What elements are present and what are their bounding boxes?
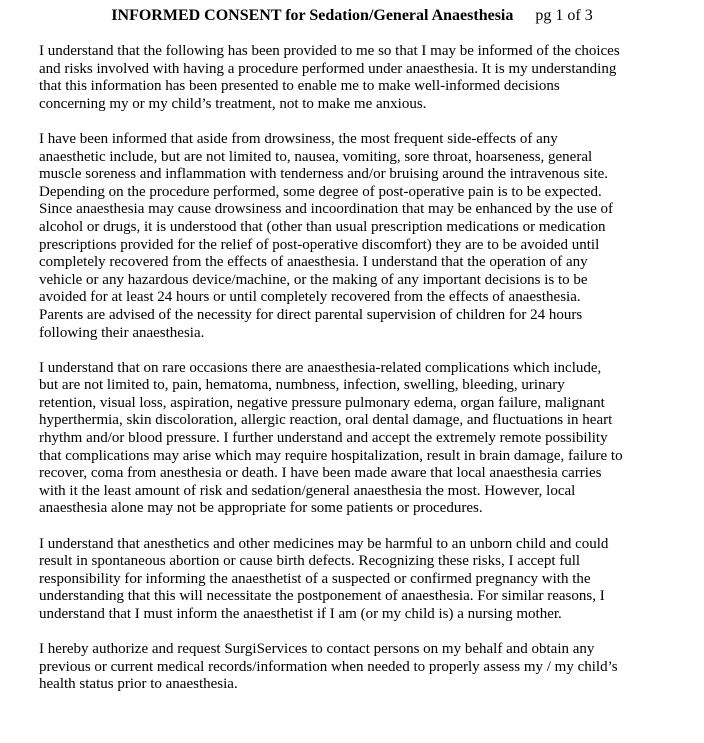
document-body [39, 43, 669, 712]
text-line: muscle soreness and inflammation with tenderness and/or bruising around the intravenous site. [39, 166, 609, 183]
text-line: I understand that on rare occasions there are anaesthesia-related complications which include, [39, 359, 602, 376]
text-line: that complications may arise which may require hospitalization, result in brain damage, failure to [39, 447, 623, 464]
text-line: understanding that this will necessitate the postponement of anaesthesia. For similar reasons, I [39, 588, 605, 605]
text-line: responsibility for informing the anaesthetist of a suspected or confirmed pregnancy with the [39, 570, 591, 587]
text-line: rhythm and/or blood pressure. I further understand and accept the extremely remote possibility [39, 430, 608, 447]
text-line: anaesthesia alone may not be appropriate for some patients or procedures. [39, 500, 483, 517]
document-title: INFORMED CONSENT for Sedation/General Anaesthesia [111, 7, 514, 24]
document-header [0, 6, 704, 26]
text-line: but are not limited to, pain, hematoma, numbness, infection, swelling, bleeding, urinary [39, 377, 565, 394]
text-line: result in spontaneous abortion or cause birth defects. Recognizing these risks, I accept full [39, 553, 581, 570]
paragraph-complications [39, 360, 669, 518]
text-line: that this information has been presented to enable me to make well-informed decisions [39, 78, 560, 95]
text-line: avoided for at least 24 hours or until completely recovered from the effects of anaesthesia. [39, 289, 581, 306]
text-line: completely recovered from the effects of anaesthesia. I understand that the operation of any [39, 254, 588, 271]
text-line: health status prior to anaesthesia. [39, 676, 238, 693]
text-line: I understand that anesthetics and other medicines may be harmful to an unborn child and could [39, 535, 609, 552]
text-line: understand that I must inform the anaesthetist if I am (or my child is) a nursing mother. [39, 606, 562, 622]
text-line: I hereby authorize and request SurgiServices to contact persons on my behalf and obtain any [39, 641, 595, 658]
text-line: recover, coma from anesthesia or death. I have been made aware that local anaesthesia carries [39, 465, 602, 482]
paragraph-authorization [39, 641, 669, 694]
text-line: vehicle or any hazardous device/machine, or the making of any important decisions is to be [39, 271, 588, 288]
text-line: and risks involved with having a procedure performed under anaesthesia. It is my understanding [39, 60, 617, 77]
text-line: hyperthermia, skin discoloration, allergic reaction, oral dental damage, and fluctuations in heart [39, 412, 613, 429]
text-line: I have been informed that aside from drowsiness, the most frequent side-effects of any [39, 130, 558, 147]
text-line: I understand that the following has been provided to me so that I may be informed of the choices [39, 43, 620, 59]
page-indicator: pg 1 of 3 [535, 7, 593, 24]
text-line: retention, visual loss, aspiration, negative pressure pulmonary edema, organ failure, malignant [39, 394, 605, 411]
paragraph-choices-and-risks [39, 43, 669, 113]
text-line: alcohol or drugs, it is understood that (other than usual prescription medications or medication [39, 218, 606, 235]
paragraph-pregnancy [39, 536, 669, 624]
text-line: concerning my or my child’s treatment, not to make me anxious. [39, 95, 427, 112]
text-line: with it the least amount of risk and sedation/general anaesthesia the most. However, local [39, 482, 576, 499]
text-line: Since anaesthesia may cause drowsiness and incoordination that may be enhanced by the use of [39, 201, 613, 218]
text-line: prescriptions provided for the relief of post-operative discomfort) they are to be avoided until [39, 236, 600, 253]
text-line: Parents are advised of the necessity for direct parental supervision of children for 24 hours [39, 306, 583, 323]
text-line: anaesthetic include, but are not limited to, nausea, vomiting, sore throat, hoarseness, general [39, 148, 593, 165]
paragraph-side-effects [39, 131, 669, 342]
text-line: Depending on the procedure performed, some degree of post-operative pain is to be expected. [39, 183, 602, 200]
text-line: previous or current medical records/information when needed to properly assess my / my child’s [39, 658, 618, 675]
text-line: following their anaesthesia. [39, 324, 205, 341]
